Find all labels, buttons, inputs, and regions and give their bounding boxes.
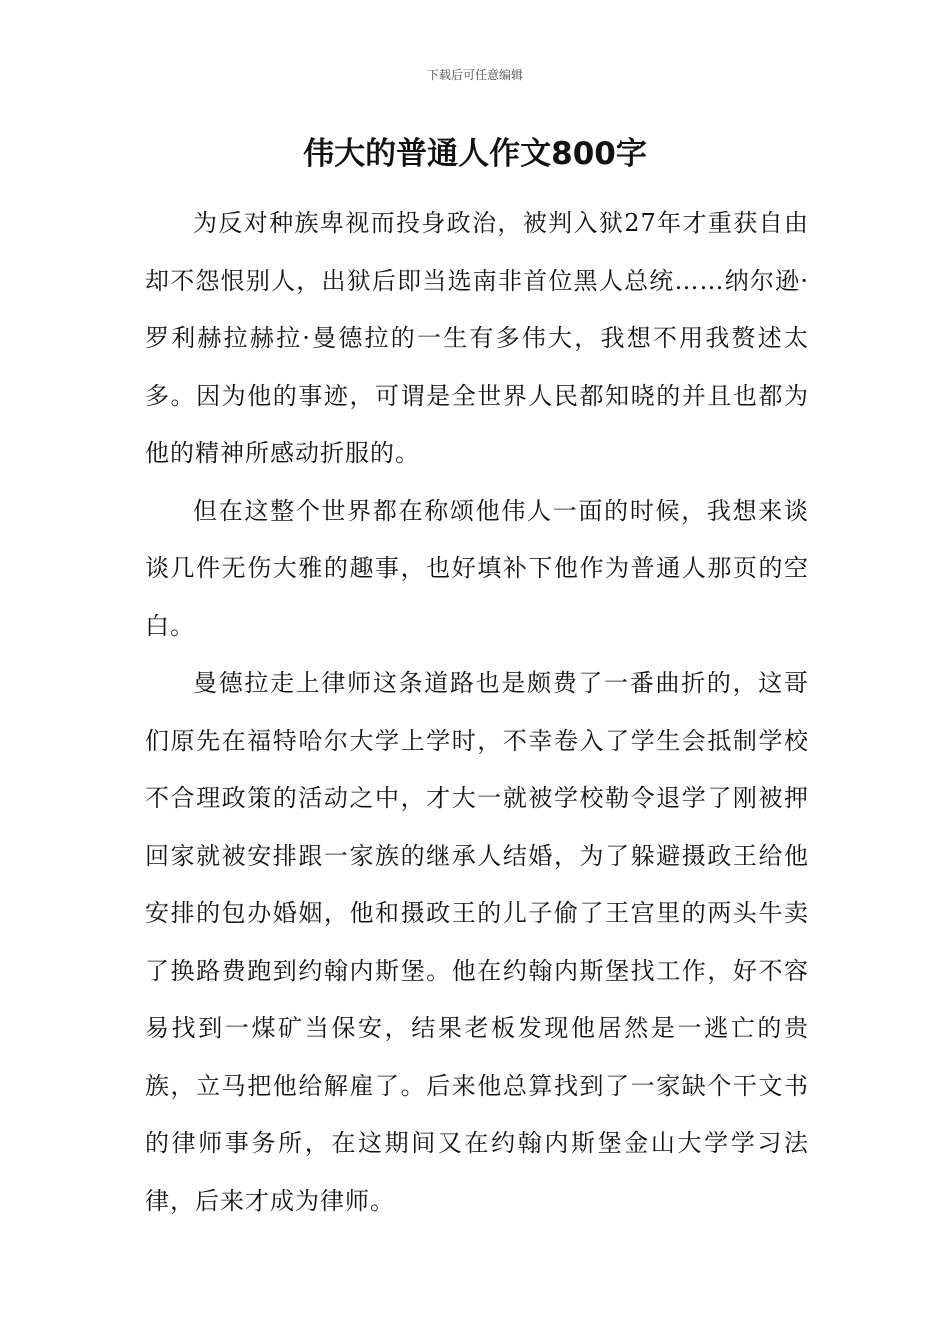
paragraph-1: 为反对种族卑视而投身政治，被判入狱27年才重获自由却不怨恨别人，出狱后即当选南非首位黑人总统……纳尔逊·罗利赫拉赫拉·曼德拉的一生有多伟大，我想不用我赘述太多。因为他的事迹，可谓是全世界人民都知晓的并且也都为他的精神所感动折服的。 xyxy=(145,209,809,467)
paragraph-3: 曼德拉走上律师这条道路也是颇费了一番曲折的，这哥们原先在福特哈尔大学上学时，不幸卷入了学生会抵制学校不合理政策的活动之中，才大一就被学校勒令退学了刚被押回家就被安排跟一家族的继承人结婚，为了躲避摄政王给他安排的包办婚姻，他和摄政王的儿子偷了王宫里的两头牛卖了换路费跑到约翰内斯堡。他在约翰内斯堡找工作，好不容易找到一煤矿当保安，结果老板发现他居然是一逃亡的贵族，立马把他给解雇了。后来他总算找到了一家缺个干文书的律师事务所，在这期间又在约翰内斯堡金山大学学习法律，后来才成为律师。 xyxy=(145,669,809,1215)
paragraph-2: 但在这整个世界都在称颂他伟人一面的时候，我想来谈谈几件无伤大雅的趣事，也好填补下他作为普通人那页的空白。 xyxy=(145,496,809,640)
header-note: 下载后可任意编辑 xyxy=(426,68,523,82)
document-body xyxy=(145,195,809,1230)
document-title: 伟大的普通人作文800字 xyxy=(303,136,647,172)
